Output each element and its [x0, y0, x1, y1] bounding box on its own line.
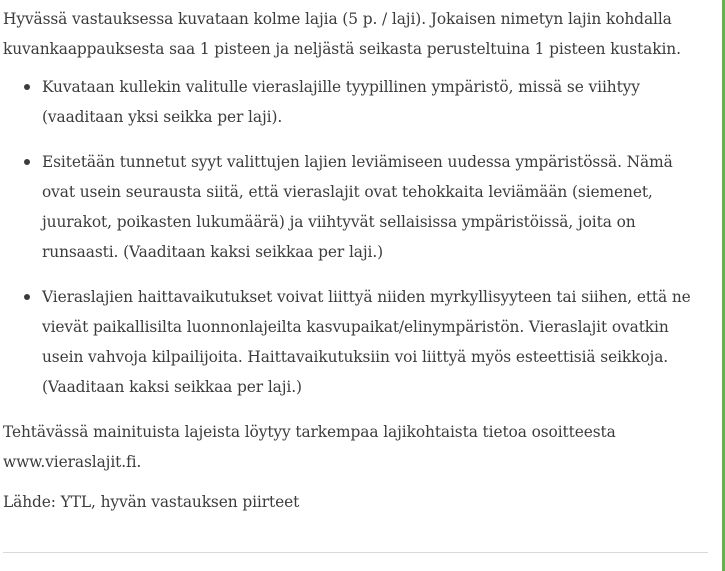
list-item: Kuvataan kullekin valitulle vieraslajille tyypillinen ympäristö, missä se viihtyy (vaaditaan yksi seikka per laji).	[42, 72, 709, 132]
source-line: Lähde: YTL, hyvän vastauksen piirteet	[3, 493, 300, 511]
intro-paragraph: Hyvässä vastauksessa kuvataan kolme lajia (5 p. / laji). Jokaisen nimetyn lajin kohdalla kuvankaappauksesta saa 1 pisteen ja neljästä seikasta perusteltuina 1 pisteen kustakin.	[3, 10, 681, 58]
divider	[3, 552, 708, 553]
list-item: Vieraslajien haittavaikutukset voivat liittyä niiden myrkyllisyyteen tai siihen, että ne vievät paikallisilta luonnonlajeilta kasvupaikat/elinympäristön. Vieraslajit ovatkin usein vahvoja kilpailijoita. Haittavaikutuksiin voi liittyä myös esteettisiä seikkoja. (Vaaditaan kaksi seikkaa per laji.)	[42, 282, 709, 402]
answer-criteria-section	[3, 4, 709, 517]
more-info-paragraph: Tehtävässä mainituista lajeista löytyy tarkempaa lajikohtaista tietoa osoitteesta www.vieraslajit.fi.	[3, 423, 616, 471]
criteria-list	[3, 72, 709, 402]
list-item: Esitetään tunnetut syyt valittujen lajien leviämiseen uudessa ympäristössä. Nämä ovat usein seurausta siitä, että vieraslajit ovat tehokkaita leviämään (siemenet, juurakot, poikasten lukumäärä) ja viihtyvät sellaisissa ympäristöissä, joita on runsaasti. (Vaaditaan kaksi seikkaa per laji.)	[42, 147, 709, 267]
